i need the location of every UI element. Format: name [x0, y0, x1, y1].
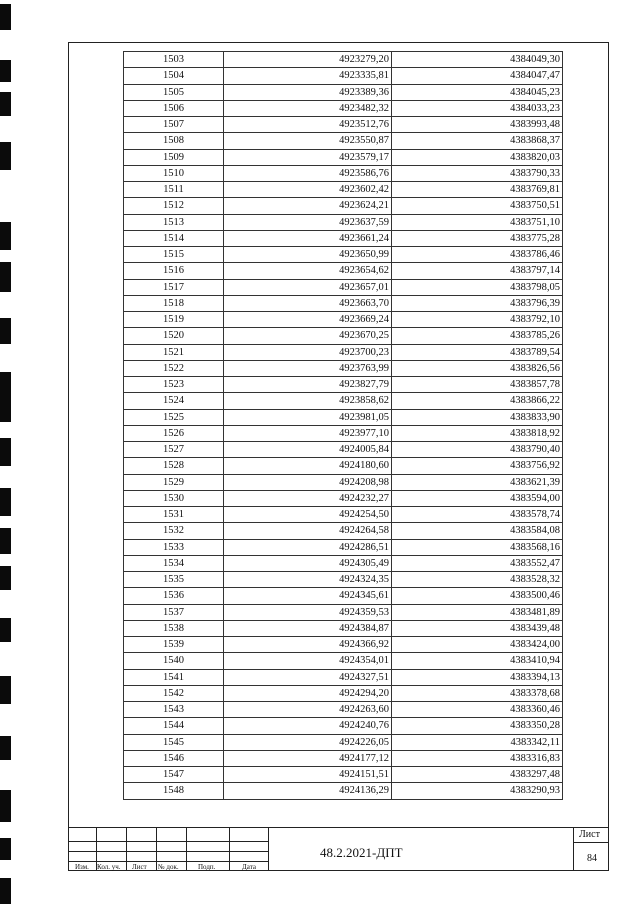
x-coordinate-cell: 4924226,05 [224, 734, 392, 750]
y-coordinate-cell: 4383552,47 [392, 555, 563, 571]
sheet-number: 84 [587, 853, 597, 864]
binding-mark [0, 222, 11, 250]
point-number-cell: 1517 [124, 279, 224, 295]
point-number-cell: 1541 [124, 669, 224, 685]
table-row [124, 393, 563, 409]
point-number-cell: 1520 [124, 328, 224, 344]
table-row [124, 572, 563, 588]
stamp-label-kol-uch: Кол. уч. [97, 863, 121, 871]
x-coordinate-cell: 4924286,51 [224, 539, 392, 555]
stamp-label-date: Дата [242, 863, 256, 871]
point-number-cell: 1538 [124, 620, 224, 636]
x-coordinate-cell: 4923669,24 [224, 312, 392, 328]
y-coordinate-cell: 4383584,08 [392, 523, 563, 539]
table-row [124, 247, 563, 263]
point-number-cell: 1543 [124, 702, 224, 718]
table-row [124, 100, 563, 116]
y-coordinate-cell: 4383378,68 [392, 685, 563, 701]
table-row [124, 279, 563, 295]
document-code: 48.2.2021-ДПТ [320, 845, 403, 860]
table-row [124, 637, 563, 653]
table-row [124, 442, 563, 458]
point-number-cell: 1544 [124, 718, 224, 734]
binding-mark [0, 566, 11, 590]
y-coordinate-cell: 4383360,46 [392, 702, 563, 718]
binding-mark [0, 438, 11, 466]
stamp-label-list: Лист [132, 863, 147, 871]
y-coordinate-cell: 4383789,54 [392, 344, 563, 360]
x-coordinate-cell: 4924263,60 [224, 702, 392, 718]
point-number-cell: 1532 [124, 523, 224, 539]
table-row [124, 555, 563, 571]
binding-mark [0, 4, 11, 30]
y-coordinate-cell: 4384049,30 [392, 52, 563, 68]
y-coordinate-cell: 4384047,47 [392, 68, 563, 84]
table-row [124, 295, 563, 311]
table-row [124, 604, 563, 620]
x-coordinate-cell: 4924232,27 [224, 490, 392, 506]
x-coordinate-cell: 4923579,17 [224, 149, 392, 165]
y-coordinate-cell: 4383568,16 [392, 539, 563, 555]
binding-mark [0, 60, 11, 82]
y-coordinate-cell: 4383790,33 [392, 165, 563, 181]
binding-mark [0, 838, 11, 860]
table-row [124, 84, 563, 100]
binding-mark [0, 878, 11, 904]
table-row [124, 458, 563, 474]
table-row [124, 377, 563, 393]
table-row [124, 312, 563, 328]
point-number-cell: 1504 [124, 68, 224, 84]
point-number-cell: 1528 [124, 458, 224, 474]
table-row [124, 182, 563, 198]
x-coordinate-cell: 4923670,25 [224, 328, 392, 344]
y-coordinate-cell: 4383857,78 [392, 377, 563, 393]
x-coordinate-cell: 4924294,20 [224, 685, 392, 701]
y-coordinate-cell: 4383993,48 [392, 117, 563, 133]
point-number-cell: 1524 [124, 393, 224, 409]
x-coordinate-cell: 4923858,62 [224, 393, 392, 409]
x-coordinate-cell: 4923700,23 [224, 344, 392, 360]
table-row [124, 263, 563, 279]
x-coordinate-cell: 4924240,76 [224, 718, 392, 734]
point-number-cell: 1535 [124, 572, 224, 588]
x-coordinate-cell: 4923482,32 [224, 100, 392, 116]
table-row [124, 149, 563, 165]
table-row [124, 734, 563, 750]
table-row [124, 523, 563, 539]
binding-mark [0, 676, 11, 704]
y-coordinate-cell: 4383350,28 [392, 718, 563, 734]
point-number-cell: 1525 [124, 409, 224, 425]
y-coordinate-cell: 4383820,03 [392, 149, 563, 165]
y-coordinate-cell: 4384045,23 [392, 84, 563, 100]
table-row [124, 52, 563, 68]
table-row [124, 214, 563, 230]
binding-mark [0, 92, 11, 116]
y-coordinate-cell: 4383797,14 [392, 263, 563, 279]
x-coordinate-cell: 4924005,84 [224, 442, 392, 458]
point-number-cell: 1547 [124, 767, 224, 783]
y-coordinate-cell: 4383578,74 [392, 507, 563, 523]
y-coordinate-cell: 4383528,32 [392, 572, 563, 588]
y-coordinate-cell: 4383775,28 [392, 230, 563, 246]
y-coordinate-cell: 4383750,51 [392, 198, 563, 214]
x-coordinate-cell: 4924264,58 [224, 523, 392, 539]
table-row [124, 133, 563, 149]
y-coordinate-cell: 4383481,89 [392, 604, 563, 620]
x-coordinate-cell: 4923661,24 [224, 230, 392, 246]
x-coordinate-cell: 4924327,51 [224, 669, 392, 685]
point-number-cell: 1527 [124, 442, 224, 458]
table-row [124, 539, 563, 555]
binding-mark [0, 488, 11, 516]
binding-mark [0, 528, 11, 554]
y-coordinate-cell: 4383790,40 [392, 442, 563, 458]
table-row [124, 198, 563, 214]
point-number-cell: 1513 [124, 214, 224, 230]
y-coordinate-cell: 4383500,46 [392, 588, 563, 604]
binding-mark [0, 372, 11, 400]
point-number-cell: 1515 [124, 247, 224, 263]
table-row [124, 490, 563, 506]
point-number-cell: 1531 [124, 507, 224, 523]
point-number-cell: 1533 [124, 539, 224, 555]
y-coordinate-cell: 4383621,39 [392, 474, 563, 490]
table-row [124, 620, 563, 636]
point-number-cell: 1505 [124, 84, 224, 100]
y-coordinate-cell: 4383833,90 [392, 409, 563, 425]
table-row [124, 750, 563, 766]
table-row [124, 685, 563, 701]
table-row [124, 702, 563, 718]
table-row [124, 117, 563, 133]
y-coordinate-cell: 4383798,05 [392, 279, 563, 295]
point-number-cell: 1537 [124, 604, 224, 620]
y-coordinate-cell: 4383769,81 [392, 182, 563, 198]
x-coordinate-cell: 4923637,59 [224, 214, 392, 230]
x-coordinate-cell: 4923654,62 [224, 263, 392, 279]
x-coordinate-cell: 4923763,99 [224, 360, 392, 376]
x-coordinate-cell: 4924136,29 [224, 783, 392, 799]
table-row [124, 344, 563, 360]
point-number-cell: 1529 [124, 474, 224, 490]
binding-mark [0, 262, 11, 292]
x-coordinate-cell: 4923279,20 [224, 52, 392, 68]
x-coordinate-cell: 4923624,21 [224, 198, 392, 214]
stamp-label-doc-no: № док. [158, 863, 179, 871]
table-row [124, 328, 563, 344]
y-coordinate-cell: 4383826,56 [392, 360, 563, 376]
x-coordinate-cell: 4923650,99 [224, 247, 392, 263]
x-coordinate-cell: 4924208,98 [224, 474, 392, 490]
point-number-cell: 1539 [124, 637, 224, 653]
binding-mark [0, 618, 11, 642]
table-row [124, 718, 563, 734]
x-coordinate-cell: 4923512,76 [224, 117, 392, 133]
point-number-cell: 1530 [124, 490, 224, 506]
table-row [124, 474, 563, 490]
x-coordinate-cell: 4924345,61 [224, 588, 392, 604]
point-number-cell: 1523 [124, 377, 224, 393]
y-coordinate-cell: 4383297,48 [392, 767, 563, 783]
point-number-cell: 1508 [124, 133, 224, 149]
table-row [124, 507, 563, 523]
point-number-cell: 1507 [124, 117, 224, 133]
y-coordinate-cell: 4383342,11 [392, 734, 563, 750]
y-coordinate-cell: 4383424,00 [392, 637, 563, 653]
x-coordinate-cell: 4923550,87 [224, 133, 392, 149]
x-coordinate-cell: 4923827,79 [224, 377, 392, 393]
x-coordinate-cell: 4923602,42 [224, 182, 392, 198]
x-coordinate-cell: 4924384,87 [224, 620, 392, 636]
table-row [124, 425, 563, 441]
point-number-cell: 1540 [124, 653, 224, 669]
y-coordinate-cell: 4383410,94 [392, 653, 563, 669]
x-coordinate-cell: 4924177,12 [224, 750, 392, 766]
point-number-cell: 1536 [124, 588, 224, 604]
x-coordinate-cell: 4924254,50 [224, 507, 392, 523]
coordinates-table-body [124, 52, 563, 800]
y-coordinate-cell: 4383394,13 [392, 669, 563, 685]
point-number-cell: 1509 [124, 149, 224, 165]
point-number-cell: 1511 [124, 182, 224, 198]
x-coordinate-cell: 4923389,36 [224, 84, 392, 100]
y-coordinate-cell: 4383792,10 [392, 312, 563, 328]
table-row [124, 588, 563, 604]
y-coordinate-cell: 4383751,10 [392, 214, 563, 230]
y-coordinate-cell: 4383290,93 [392, 783, 563, 799]
y-coordinate-cell: 4383756,92 [392, 458, 563, 474]
binding-mark [0, 318, 11, 344]
x-coordinate-cell: 4924180,60 [224, 458, 392, 474]
x-coordinate-cell: 4924305,49 [224, 555, 392, 571]
point-number-cell: 1526 [124, 425, 224, 441]
point-number-cell: 1518 [124, 295, 224, 311]
x-coordinate-cell: 4923657,01 [224, 279, 392, 295]
point-number-cell: 1506 [124, 100, 224, 116]
coordinates-table [123, 51, 563, 800]
binding-mark [0, 142, 11, 170]
y-coordinate-cell: 4383818,92 [392, 425, 563, 441]
stamp-label-izm: Изм. [75, 863, 89, 871]
point-number-cell: 1512 [124, 198, 224, 214]
table-row [124, 783, 563, 799]
point-number-cell: 1521 [124, 344, 224, 360]
x-coordinate-cell: 4924151,51 [224, 767, 392, 783]
x-coordinate-cell: 4924366,92 [224, 637, 392, 653]
binding-mark [0, 736, 11, 760]
y-coordinate-cell: 4383868,37 [392, 133, 563, 149]
y-coordinate-cell: 4383796,39 [392, 295, 563, 311]
x-coordinate-cell: 4923981,05 [224, 409, 392, 425]
table-row [124, 68, 563, 84]
point-number-cell: 1545 [124, 734, 224, 750]
x-coordinate-cell: 4923586,76 [224, 165, 392, 181]
y-coordinate-cell: 4383439,48 [392, 620, 563, 636]
point-number-cell: 1516 [124, 263, 224, 279]
x-coordinate-cell: 4924324,35 [224, 572, 392, 588]
binding-mark [0, 400, 11, 422]
y-coordinate-cell: 4383866,22 [392, 393, 563, 409]
y-coordinate-cell: 4384033,23 [392, 100, 563, 116]
point-number-cell: 1503 [124, 52, 224, 68]
y-coordinate-cell: 4383316,83 [392, 750, 563, 766]
x-coordinate-cell: 4924354,01 [224, 653, 392, 669]
table-row [124, 409, 563, 425]
point-number-cell: 1522 [124, 360, 224, 376]
x-coordinate-cell: 4923335,81 [224, 68, 392, 84]
x-coordinate-cell: 4923977,10 [224, 425, 392, 441]
table-row [124, 230, 563, 246]
point-number-cell: 1519 [124, 312, 224, 328]
x-coordinate-cell: 4923663,70 [224, 295, 392, 311]
x-coordinate-cell: 4924359,53 [224, 604, 392, 620]
table-row [124, 360, 563, 376]
table-row [124, 669, 563, 685]
stamp-label-signature: Подп. [198, 863, 216, 871]
binding-mark [0, 790, 11, 822]
point-number-cell: 1514 [124, 230, 224, 246]
y-coordinate-cell: 4383786,46 [392, 247, 563, 263]
sheet-label: Лист [579, 829, 600, 840]
table-row [124, 767, 563, 783]
y-coordinate-cell: 4383594,00 [392, 490, 563, 506]
point-number-cell: 1548 [124, 783, 224, 799]
y-coordinate-cell: 4383785,26 [392, 328, 563, 344]
point-number-cell: 1534 [124, 555, 224, 571]
point-number-cell: 1510 [124, 165, 224, 181]
point-number-cell: 1542 [124, 685, 224, 701]
table-row [124, 653, 563, 669]
table-row [124, 165, 563, 181]
point-number-cell: 1546 [124, 750, 224, 766]
